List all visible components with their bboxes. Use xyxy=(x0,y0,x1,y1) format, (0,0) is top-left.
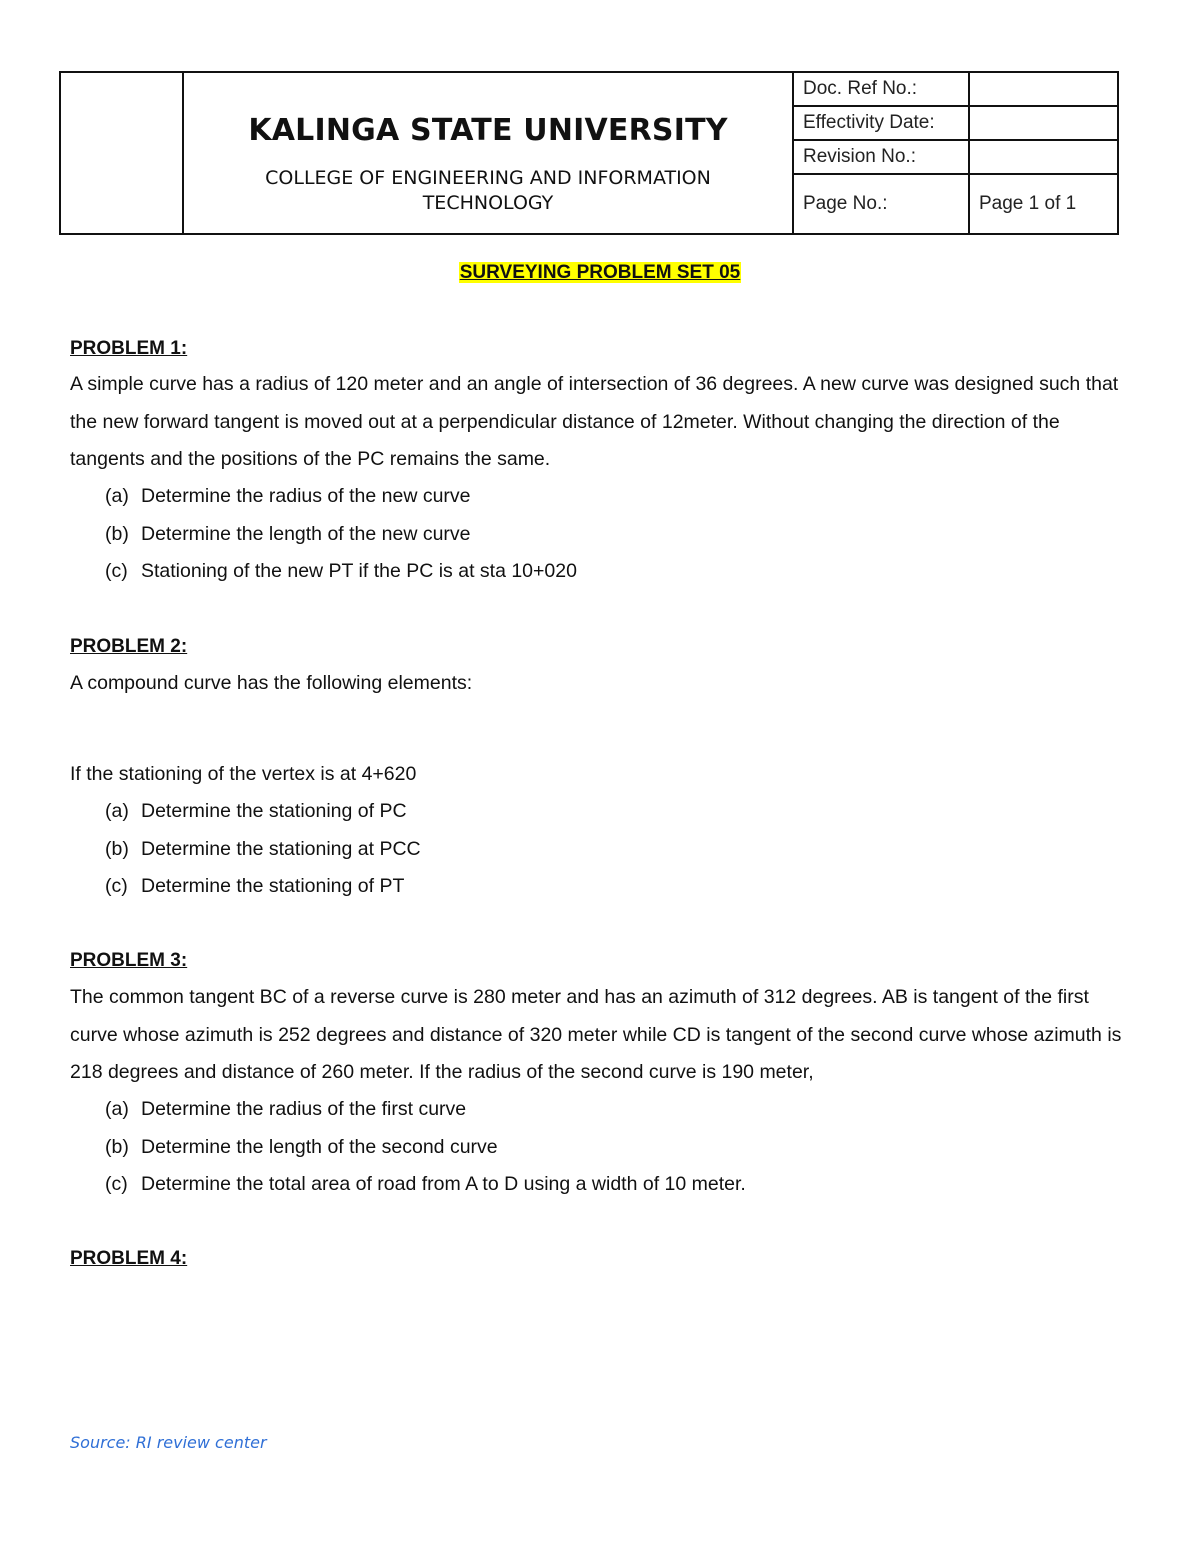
revision-no-value xyxy=(970,141,1117,175)
doc-ref-value xyxy=(970,73,1117,107)
list-item xyxy=(105,553,577,591)
university-name: KALINGA STATE UNIVERSITY xyxy=(248,113,728,148)
effectivity-date-value xyxy=(970,107,1117,141)
problem-2-items xyxy=(105,793,421,906)
problem-3-heading: PROBLEM 3: xyxy=(70,950,188,971)
problem-1-text: A simple curve has a radius of 120 meter and an angle of intersection of 36 degrees. A new curve was designed such that the new forward tangent is moved out at a perpendicular distance of 12meter. Without changing the direction of the tangents and the positions of the PC remains the same. xyxy=(70,373,1119,470)
item-marker: (b) xyxy=(105,522,129,545)
list-item xyxy=(105,793,421,831)
item-text: Determine the radius of the new curve xyxy=(141,485,471,507)
doc-ref-label: Doc. Ref No.: xyxy=(794,73,970,107)
item-marker: (c) xyxy=(105,560,128,582)
problem-3-text: The common tangent BC of a reverse curve is 280 meter and has an azimuth of 312 degrees. AB is tangent of the first curve whose azimuth is 252 degrees and distance of 320 meter while CD is tangent of the second curve whose azimuth is 218 degrees and distance of 260 meter. If the radius of the second curve is 190 meter, xyxy=(70,986,1122,1083)
item-text: Determine the stationing of PT xyxy=(141,875,405,897)
logo-cell xyxy=(61,73,184,233)
problem-set-title xyxy=(0,262,1200,284)
document-meta-grid xyxy=(794,73,1117,233)
item-marker: (c) xyxy=(105,1173,128,1195)
list-item xyxy=(105,1129,746,1167)
item-text: Stationing of the new PT if the PC is at sta 10+020 xyxy=(141,560,577,582)
effectivity-date-label: Effectivity Date: xyxy=(794,107,970,141)
item-text: Determine the length of the second curve xyxy=(141,1135,498,1158)
list-item xyxy=(105,1166,746,1204)
source-note: Source: RI review center xyxy=(70,1433,267,1452)
item-marker: (a) xyxy=(105,800,129,822)
item-text: Determine the stationing at PCC xyxy=(141,837,421,860)
item-marker: (a) xyxy=(105,485,129,507)
problem-1-items xyxy=(105,478,577,591)
problem-4-heading: PROBLEM 4: xyxy=(70,1248,188,1269)
item-marker: (a) xyxy=(105,1098,129,1120)
revision-no-label: Revision No.: xyxy=(794,141,970,175)
item-marker: (b) xyxy=(105,837,129,860)
item-marker: (b) xyxy=(105,1135,129,1158)
institution-cell xyxy=(184,73,794,233)
page-no-value: Page 1 of 1 xyxy=(979,193,1077,214)
problem-2-vertex-text: If the stationing of the vertex is at 4+620 xyxy=(70,763,417,785)
problem-2-text: A compound curve has the following elements: xyxy=(70,672,473,694)
item-text: Determine the stationing of PC xyxy=(141,800,407,822)
list-item xyxy=(105,868,421,906)
item-text: Determine the length of the new curve xyxy=(141,522,471,545)
problem-3-items xyxy=(105,1091,746,1204)
document-header-table xyxy=(59,71,1119,235)
item-text: Determine the total area of road from A to D using a width of 10 meter. xyxy=(141,1173,746,1195)
list-item xyxy=(105,1091,746,1129)
item-text: Determine the radius of the first curve xyxy=(141,1098,467,1120)
page-no-label: Page No.: xyxy=(794,175,970,233)
list-item xyxy=(105,516,577,554)
problem-set-title-text: SURVEYING PROBLEM SET 05 xyxy=(459,262,741,283)
problem-1-heading: PROBLEM 1: xyxy=(70,338,188,359)
college-name: COLLEGE OF ENGINEERING AND INFORMATION TECHNOLOGY xyxy=(265,167,711,214)
list-item xyxy=(105,831,421,869)
list-item xyxy=(105,478,577,516)
problem-2-heading: PROBLEM 2: xyxy=(70,636,188,657)
item-marker: (c) xyxy=(105,875,128,897)
